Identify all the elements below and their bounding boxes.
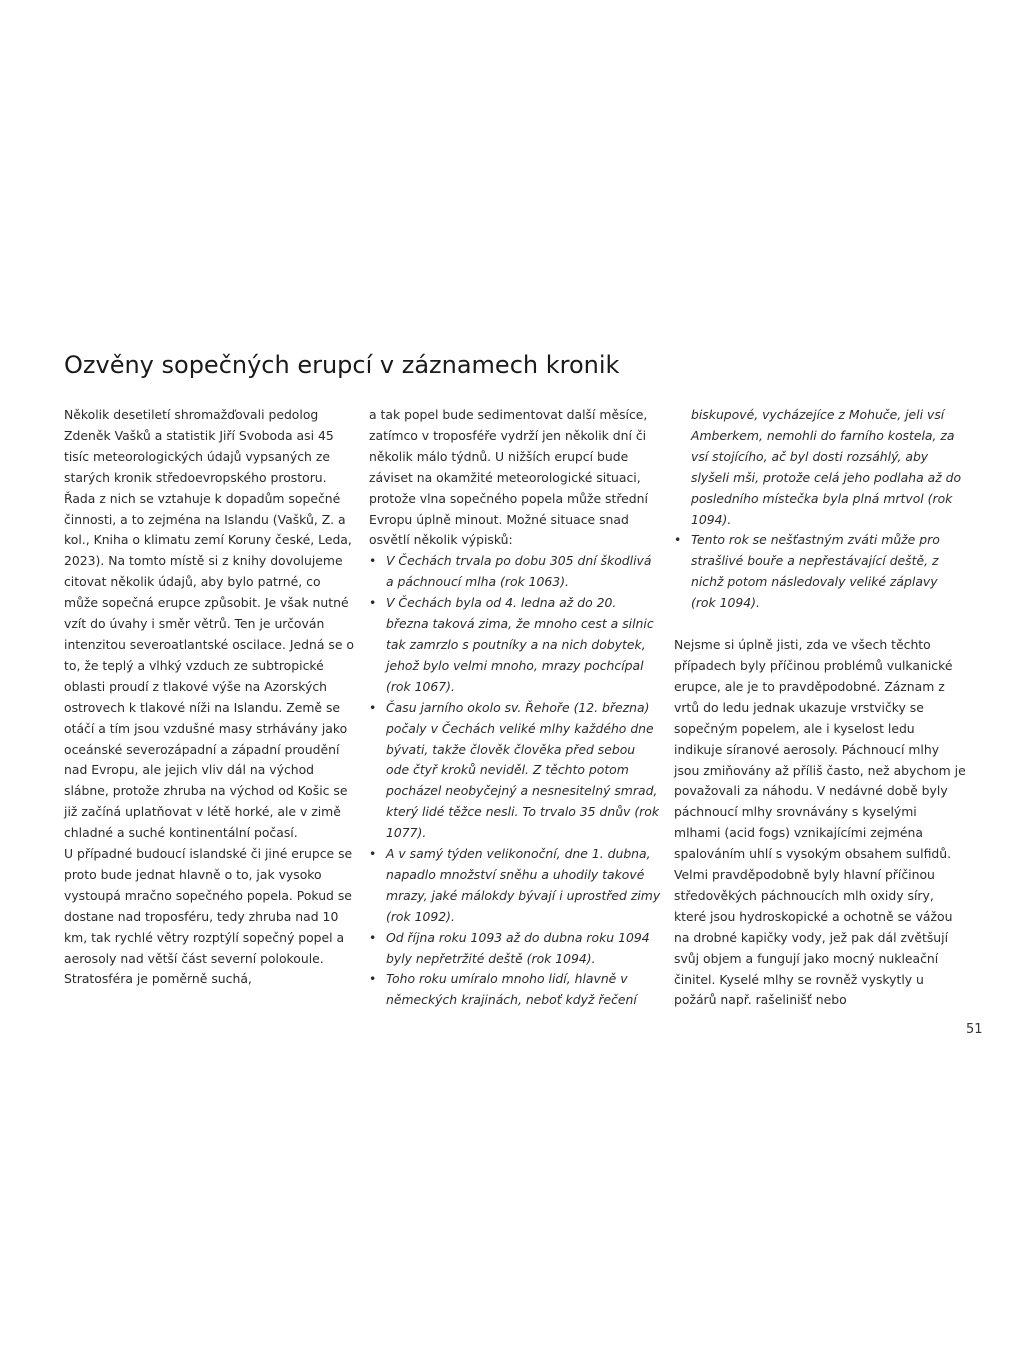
chronicle-quote-list [369, 551, 661, 1011]
list-item: • Tento rok se nešťastným zváti může pro strašlivé bouře a nepřestávající deště, z nichž potom následovaly veliké záplavy (rok 1094). [674, 530, 966, 614]
paragraph: Několik desetiletí shromažďovali pedolog Zdeněk Vašků a statistik Jiří Svoboda asi 45 tisíc meteorologických údajů vypsaných ze starých kronik středoevropského prostoru. Řada z nich se vztahuje k dopadům sopečné činnosti, a to zejména na Islandu (Vašků, Z. a kol., Kniha o klimatu zemí Koruny české, Leda, 2023). Na tomto místě si z knihy dovolujeme citovat několik údajů, aby bylo patrné, co může sopečná erupce způsobit. Je však nutné vzít do úvahy i směr větrů. Ten je určován intenzitou severoatlantské oscilace. Jedná se o to, že teplý a vlhký vzduch ze subtropické oblasti proudí z tlakové výše na Azorských ostrovech k tlakové níži na Islandu. Země se otáčí a tím jsou vzdušné masy strhávány jako oceánské severozápadní a západní proudění nad Evropu, ale jejich vliv dál na východ slábne, protože zhruba na východ od Košic se již začíná uplatňovat v létě horké, ale v zimě chladné a suché kontinentální počasí. [64, 407, 354, 841]
list-item: • V Čechách byla od 4. ledna až do 20. března taková zima, že mnoho cest a silnic tak zamrzlo s poutníky a na nich dobytek, jehož bylo velmi mnoho, mrazy pochcípal (rok 1067). [369, 593, 661, 698]
list-item: • A v samý týden velikonoční, dne 1. dubna, napadlo množství sněhu a uhodily takové mrazy, jaké málokdy bývají i uprostřed zimy (rok 1092). [369, 844, 661, 928]
list-item-continuation: biskupové, vycházejíce z Mohuče, jeli vsí Amberkem, nemohli do farního kostela, za vsí stojícího, ač byl dosti rozsáhlý, aby slyšeli mši, protože celá jeho podlaha až do posledního místečka byla plná mrtvol (rok 1094). [691, 407, 962, 527]
list-item: • Od října roku 1093 až do dubna roku 1094 byly nepřetržité deště (rok 1094). [369, 928, 661, 970]
paragraph-gap [674, 614, 966, 635]
list-item: • V Čechách trvala po dobu 305 dní škodlivá a páchnoucí mlha (rok 1063). [369, 551, 661, 593]
list-item: • Toho roku umíralo mnoho lidí, hlavně v německých krajinách, neboť když řečení [369, 969, 661, 1011]
page-title: Ozvěny sopečných erupcí v záznamech kronik [64, 351, 620, 379]
chronicle-quote-list [674, 530, 966, 614]
column-1 [64, 405, 354, 990]
paragraph: Nejsme si úplně jisti, zda ve všech těchto případech byly příčinou problémů vulkanické erupce, ale je to pravděpodobné. Záznam z vrtů do ledu jednak ukazuje vrstvičky se sopečným popelem, ale i kyselost ledu indikuje síranové aerosoly. Páchnoucí mlhy jsou zmiňovány až příliš často, než abychom je považovali za náhodu. V nedávné době byly páchnoucí mlhy srovnávány s kyselými mlhami (acid fogs) vznikajícími zejména spalováním uhlí s vysokým obsahem sulfidů. Velmi pravděpodobně byly hlavní příčinou středověkých páchnoucích mlh oxidy síry, které jsou hydroskopické a ochotně se vážou na drobné kapičky vody, jež pak dál zvětšují svůj objem a fungují jako mocný nukleační činitel. Kyselé mlhy se rovněž vyskytly u požárů např. rašelinišť nebo [674, 637, 966, 1008]
page-number: 51 [966, 1022, 983, 1037]
paragraph: U případné budoucí islandské či jiné erupce se proto bude jednat hlavně o to, jak vysoko vystoupá mračno sopečného popela. Pokud se dostane nad troposféru, tedy zhruba nad 10 km, tak rychlé větry rozptýlí sopečný popel a aerosoly nad větší část severní polokoule. Stratosféra je poměrně suchá, [64, 846, 353, 987]
column-3 [674, 405, 966, 1011]
list-item: • Času jarního okolo sv. Řehoře (12. března) počaly v Čechách veliké mlhy každého dne bývati, takže člověk člověka před sebou ode čtyř kroků neviděl. Z těchto potom pocházel neobyčejný a nesnesitelný smrad, který lidé těžce nesli. To trvalo 35 dnův (rok 1077). [369, 698, 661, 844]
column-2 [369, 405, 661, 1011]
paragraph: a tak popel bude sedimentovat další měsíce, zatímco v troposféře vydrží jen několik dní či několik málo týdnů. U nižších erupcí bude záviset na okamžité meteorologické situaci, protože vlna sopečného popela může střední Evropu úplně minout. Možné situace snad osvětlí několik výpisků: [369, 407, 648, 548]
